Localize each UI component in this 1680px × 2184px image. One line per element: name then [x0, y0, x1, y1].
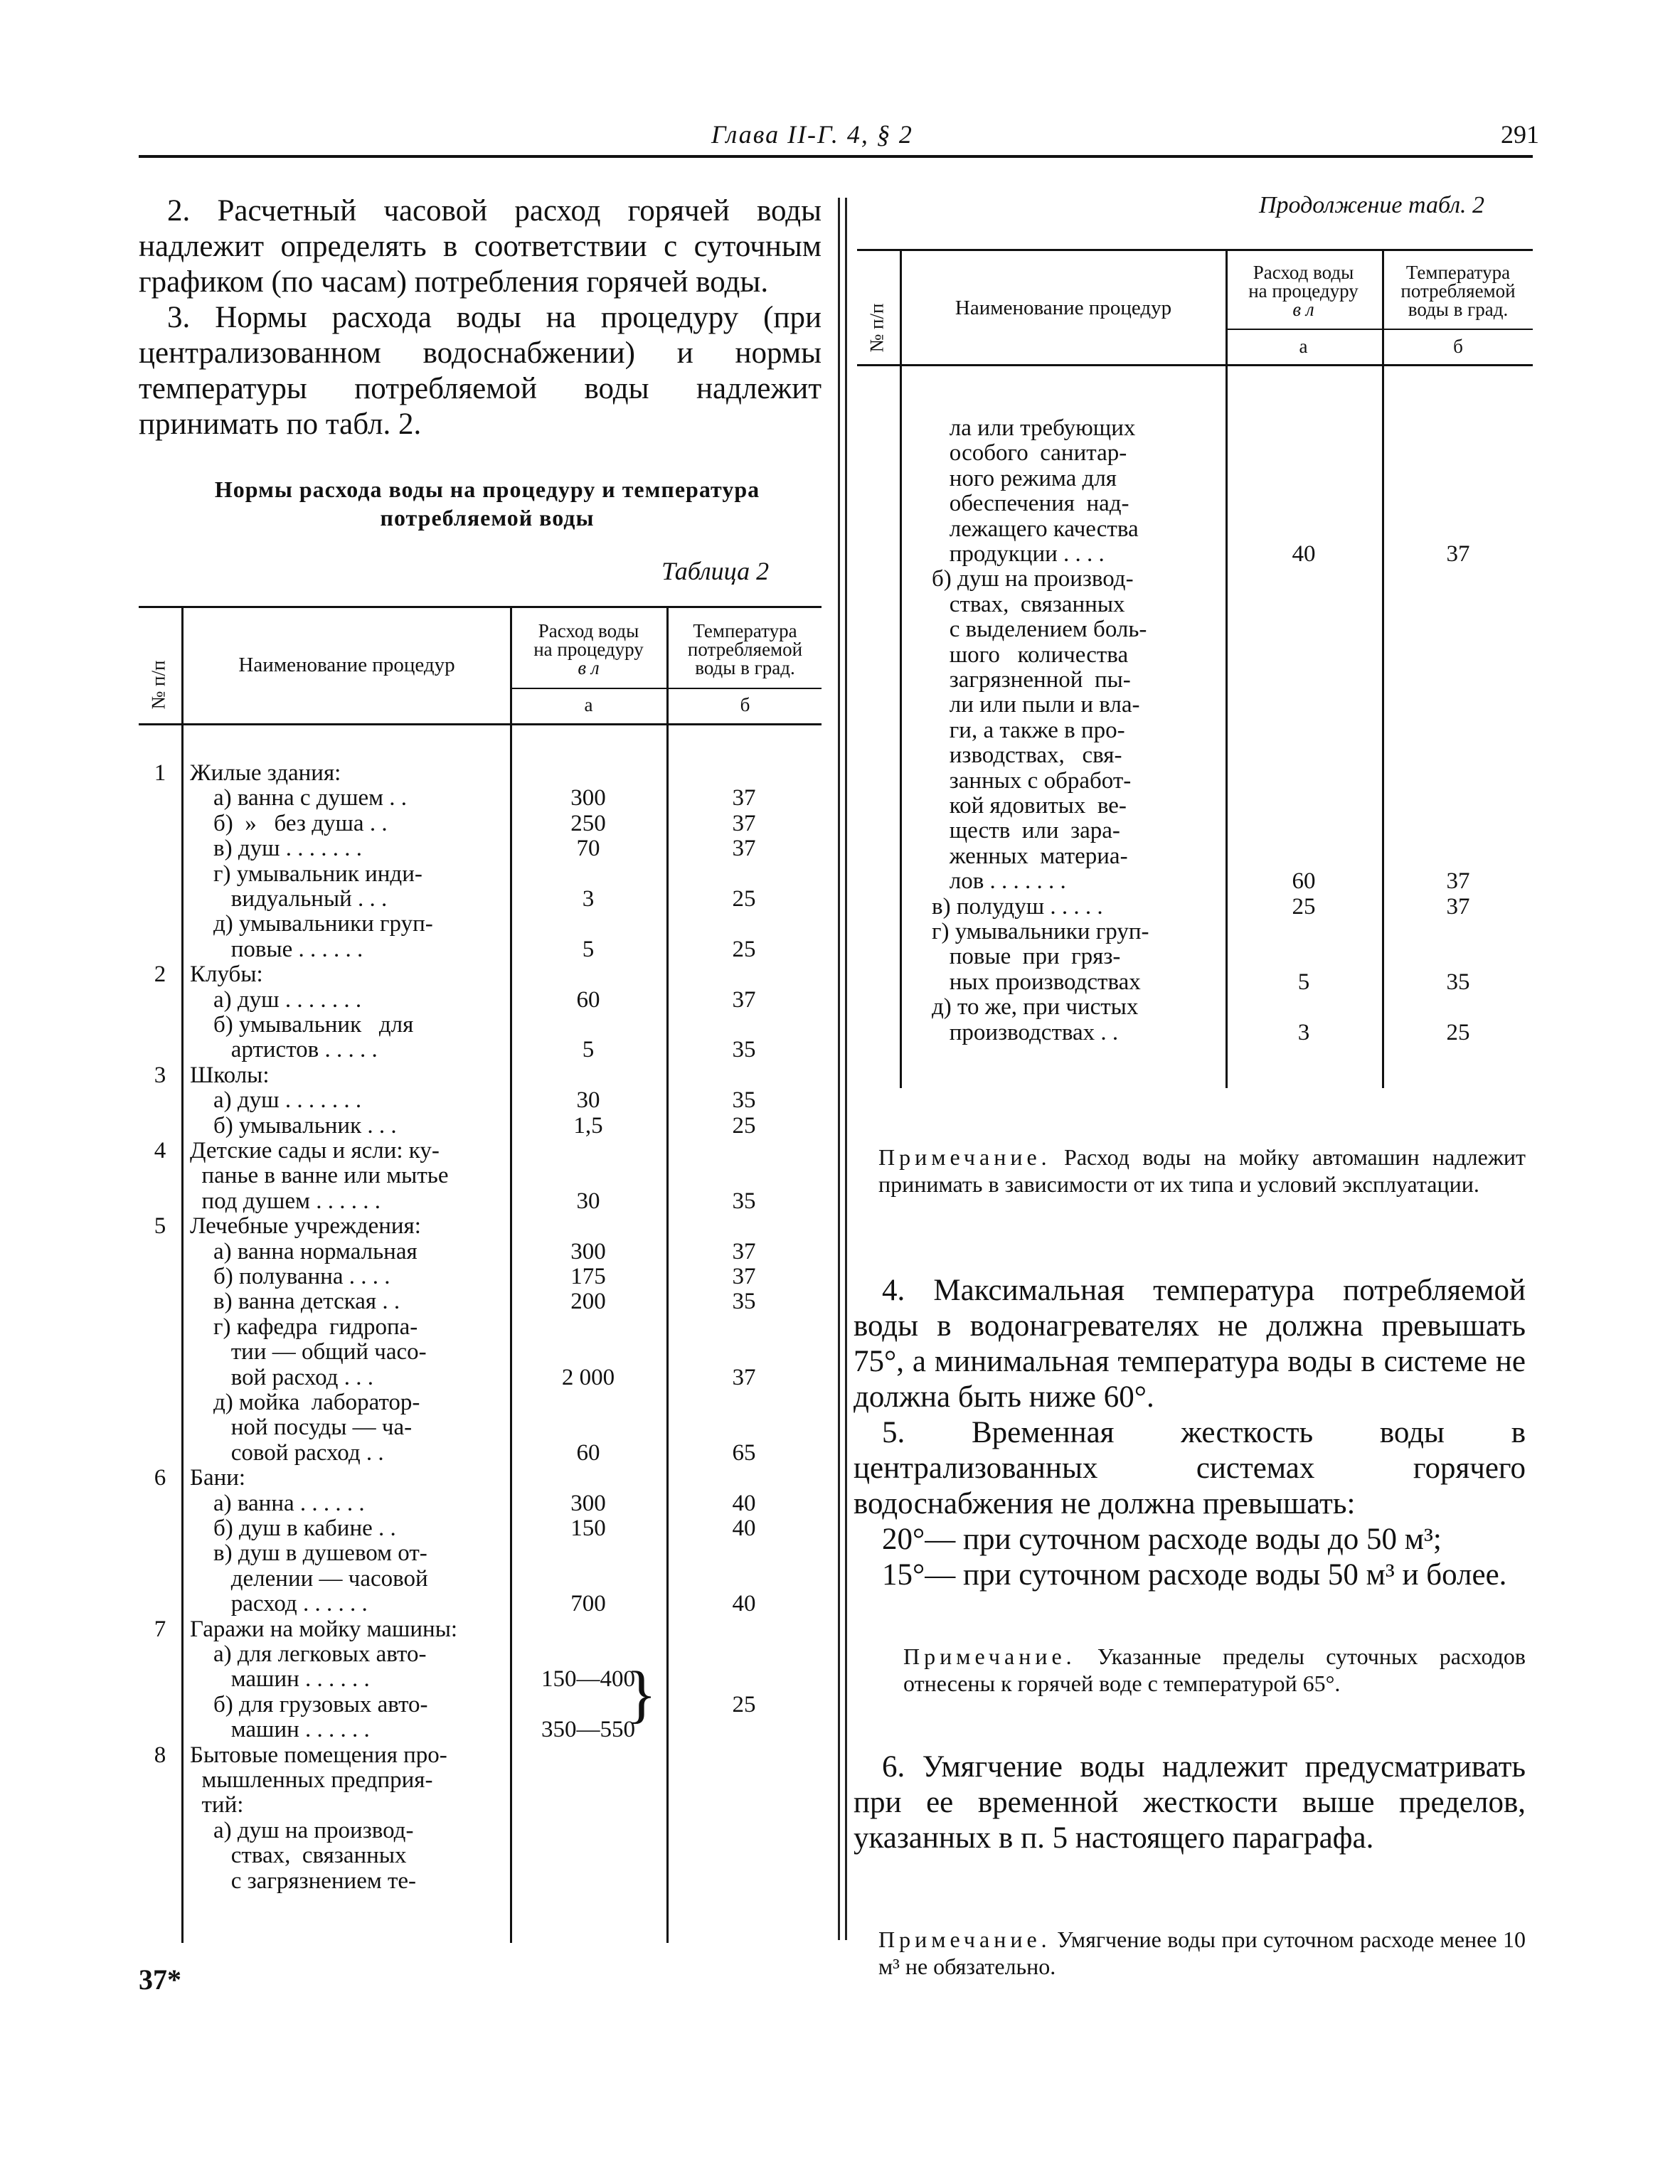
- table-row: [139, 1214, 822, 1239]
- table-row: [139, 1441, 822, 1466]
- table-row: [139, 1592, 822, 1616]
- header-bottom-rule: [139, 723, 822, 725]
- header-a-letter: а: [1299, 336, 1308, 357]
- header-b-line: потребляемой: [1400, 280, 1516, 302]
- header-num: № п/п: [147, 660, 169, 710]
- table-row: [139, 1063, 822, 1088]
- row-name: женных материа-: [908, 843, 1128, 869]
- row-number: 3: [154, 1062, 166, 1088]
- row-value-a: 200: [570, 1289, 606, 1315]
- row-name: лов . . . . . . .: [908, 868, 1066, 895]
- paragraph-5a: 20°— при суточном расходе воды до 50 м³;: [882, 1523, 1442, 1556]
- table-row: [857, 617, 1533, 642]
- row-number: 4: [154, 1138, 166, 1163]
- table-row: [139, 1491, 822, 1516]
- row-value-b: 37: [1446, 541, 1470, 567]
- table-row: [139, 1365, 822, 1390]
- table-row: [139, 1415, 822, 1440]
- header-b-line: воды в град.: [695, 657, 795, 678]
- row-name: тии — общий часо-: [190, 1339, 427, 1365]
- table-row: [139, 988, 822, 1013]
- row-value-a: 3: [1297, 1019, 1310, 1045]
- row-name: ной посуды — ча-: [190, 1415, 413, 1441]
- table-label: Таблица 2: [661, 557, 770, 585]
- row-name: д) то же, при чистых: [908, 994, 1139, 1021]
- header-bottom-rule: [857, 364, 1533, 366]
- table-caption-line: потребляемой воды: [380, 505, 595, 531]
- table-top-rule: [139, 606, 822, 608]
- row-name: вой расход . . .: [190, 1364, 373, 1390]
- header-num: № п/п: [866, 303, 888, 353]
- table-row: [139, 1717, 822, 1742]
- table-row: [857, 491, 1533, 516]
- row-value-a: 5: [1297, 969, 1310, 995]
- row-name: под душем . . . . . .: [190, 1188, 381, 1214]
- table-row: [857, 1021, 1533, 1045]
- table-row: [139, 1315, 822, 1340]
- header-rule: [139, 155, 1533, 158]
- row-name: г) умывальник инди-: [190, 861, 422, 887]
- row-value-a: 25: [1292, 893, 1316, 920]
- table-row: [139, 1139, 822, 1163]
- table-row: [857, 441, 1533, 466]
- row-value-a: 60: [1292, 868, 1316, 895]
- paragraph-5b: 15°— при суточном расходе воды 50 м³ и более.: [882, 1558, 1507, 1592]
- row-name: Бытовые помещения про-: [190, 1742, 447, 1768]
- row-number: 5: [154, 1213, 166, 1240]
- row-value-b: 40: [732, 1490, 756, 1516]
- table-row: [139, 1189, 822, 1214]
- row-value-a: 700: [570, 1591, 606, 1617]
- column-divider: [845, 198, 847, 1940]
- note-text: Расход воды на мойку автомашин надлежит принимать в зависимости от их типа и условий эксплуатации.: [878, 1144, 1526, 1197]
- table-row: [857, 794, 1533, 819]
- row-name: продукции . . . .: [908, 541, 1105, 567]
- row-name: с выделением боль-: [908, 617, 1147, 643]
- row-name: ствах, связанных: [190, 1843, 407, 1869]
- row-value-a: 70: [576, 836, 600, 862]
- row-number: 1: [154, 760, 166, 786]
- header-b-letter: б: [740, 694, 750, 715]
- note-label: Примечание.: [903, 1644, 1076, 1669]
- row-name: ли или пыли и вла-: [908, 692, 1140, 718]
- row-value-b: 37: [1446, 893, 1470, 920]
- row-value-a: 40: [1292, 541, 1316, 567]
- table-row: [857, 944, 1533, 969]
- table-continuation-label: Продолжение табл. 2: [1259, 192, 1485, 218]
- header-a-letter: а: [584, 694, 593, 715]
- column-divider: [838, 198, 840, 1940]
- row-value-b: 37: [1446, 868, 1470, 895]
- row-number: 2: [154, 962, 166, 988]
- row-name: ги, а также в про-: [908, 717, 1125, 743]
- row-value-a: 1,5: [573, 1112, 603, 1139]
- row-name: а) душ на производ-: [190, 1817, 414, 1843]
- paragraph-6: 6. Умягчение воды надлежит предусматривать при ее временной жесткости выше пределов, указанных в п. 5 настоящего параграфа.: [854, 1750, 1526, 1855]
- row-value-a: 2 000: [561, 1364, 615, 1390]
- table-row: [139, 887, 822, 912]
- row-value-b: 40: [732, 1516, 756, 1541]
- table-row: [857, 592, 1533, 617]
- row-name: изводствах, свя-: [908, 742, 1122, 769]
- row-name: машин . . . . . .: [190, 1717, 370, 1743]
- header-b: [669, 622, 822, 677]
- table-top-rule: [857, 249, 1533, 251]
- row-name: а) ванна . . . . . .: [190, 1490, 365, 1516]
- row-value-a: 350—550: [541, 1717, 635, 1743]
- table-row: [857, 467, 1533, 491]
- table-row: [139, 1390, 822, 1415]
- table-row: [139, 1818, 822, 1843]
- table-row: [139, 1541, 822, 1566]
- row-name: Клубы:: [190, 962, 263, 988]
- row-name: ного режима для: [908, 465, 1117, 491]
- header-b-letter: б: [1453, 336, 1463, 357]
- table-row: [139, 1240, 822, 1264]
- row-value-b: 40: [732, 1591, 756, 1617]
- table-row: [139, 1667, 822, 1692]
- row-value-b: 37: [732, 810, 756, 836]
- table-row: [139, 1642, 822, 1667]
- row-name: с загрязнением те-: [190, 1868, 417, 1894]
- row-name: в) душ в душевом от-: [190, 1540, 427, 1567]
- row-value-a: 60: [576, 1439, 600, 1466]
- table-row: [139, 1289, 822, 1314]
- row-name: Школы:: [190, 1062, 270, 1088]
- row-name: д) умывальники груп-: [190, 911, 433, 937]
- table-row: [139, 1013, 822, 1038]
- header-a-line: на процедуру: [1248, 280, 1359, 302]
- right-prose: [854, 1273, 1526, 1593]
- row-value-b: 25: [732, 1112, 756, 1139]
- running-header: Глава II-Г. 4, § 2: [711, 120, 913, 149]
- note-b: [903, 1643, 1526, 1697]
- header-a-line: на процедуру: [533, 639, 644, 660]
- table-row: [139, 912, 822, 937]
- table-row: [857, 542, 1533, 567]
- row-name: занных с обработ-: [908, 767, 1132, 794]
- table-row: [139, 1340, 822, 1365]
- row-name: повые . . . . . .: [190, 936, 363, 962]
- table-row: [857, 970, 1533, 995]
- table-row: [139, 862, 822, 887]
- header-b-line: Температура: [1405, 262, 1511, 283]
- header-a: [1227, 263, 1380, 319]
- header-a-line: Расход воды: [1253, 262, 1354, 283]
- table-row: [139, 1793, 822, 1818]
- row-name: кой ядовитых ве-: [908, 793, 1127, 819]
- table-row: [139, 1693, 822, 1717]
- row-name: совой расход . .: [190, 1439, 384, 1466]
- row-value-b: 37: [732, 1364, 756, 1390]
- table-row: [857, 844, 1533, 869]
- table-row: [857, 517, 1533, 542]
- row-number: 6: [154, 1465, 166, 1491]
- row-name: загрязненной пы-: [908, 667, 1131, 693]
- row-value-a: 30: [576, 1188, 600, 1214]
- note-label: Примечание.: [878, 1144, 1051, 1170]
- row-value-b: 35: [1446, 969, 1470, 995]
- row-name: видуальный . . .: [190, 886, 388, 912]
- row-value-b: 65: [732, 1439, 756, 1466]
- row-value-b: 35: [732, 1037, 756, 1063]
- row-name: машин . . . . . .: [190, 1666, 370, 1693]
- table-row: [857, 995, 1533, 1020]
- table-row: [857, 819, 1533, 843]
- row-name: расход . . . . . .: [190, 1591, 368, 1617]
- row-value-b: 37: [732, 785, 756, 811]
- row-name: производствах . .: [908, 1019, 1119, 1045]
- row-value-b: 25: [732, 1691, 756, 1717]
- row-number: 7: [154, 1616, 166, 1642]
- table-row: [857, 643, 1533, 668]
- table-row: [857, 769, 1533, 794]
- table-left-part: [139, 606, 822, 1943]
- row-name: ных производствах: [908, 969, 1141, 995]
- row-name: панье в ванне или мытье: [190, 1163, 449, 1189]
- row-name: повые при гряз-: [908, 944, 1121, 970]
- row-value-a: 175: [570, 1264, 606, 1289]
- row-value-b: 37: [732, 836, 756, 862]
- row-name: шого количества: [908, 641, 1129, 668]
- row-value-a: 3: [582, 886, 595, 912]
- row-name: б) душ в кабине . .: [190, 1516, 396, 1541]
- row-name: в) душ . . . . . . .: [190, 836, 363, 862]
- table-row: [857, 567, 1533, 592]
- table-row: [857, 693, 1533, 718]
- row-name: артистов . . . . .: [190, 1037, 378, 1063]
- table-row: [139, 1843, 822, 1868]
- table-row: [139, 962, 822, 987]
- table-row: [139, 811, 822, 836]
- table-caption: [153, 475, 822, 532]
- table-row: [139, 761, 822, 786]
- table-row: [139, 1617, 822, 1642]
- signature-mark: 37*: [139, 1964, 181, 1996]
- row-name: г) кафедра гидропа-: [190, 1314, 418, 1340]
- note-c: [878, 1926, 1526, 1980]
- row-name: Бани:: [190, 1465, 246, 1491]
- paragraph-6-block: [854, 1749, 1526, 1856]
- row-name: а) ванна нормальная: [190, 1238, 418, 1264]
- table-row: [139, 1264, 822, 1289]
- note-label: Примечание.: [878, 1927, 1051, 1952]
- row-name: ла или требующих: [908, 415, 1136, 441]
- note-text: Умягчение воды при суточном расходе менее 10 м³ не обязательно.: [878, 1927, 1526, 1979]
- paragraph-3: 3. Нормы расхода воды на процедуру (при централизованном водоснабжении) и нормы температуры потребляемой воды надлежит принимать по табл. 2.: [139, 301, 822, 441]
- row-name: а) ванна с душем . .: [190, 785, 408, 811]
- row-value-a: 60: [576, 986, 600, 1013]
- row-name: ствах, связанных: [908, 591, 1125, 617]
- row-name: б) » без душа . .: [190, 810, 388, 836]
- row-name: лежащего качества: [908, 516, 1139, 542]
- row-value-a: 150: [570, 1516, 606, 1541]
- brace: }: [626, 1659, 657, 1730]
- row-name: а) для легковых авто-: [190, 1641, 427, 1667]
- row-value-b: 37: [732, 1264, 756, 1289]
- table-row: [139, 937, 822, 962]
- table-row: [139, 1038, 822, 1062]
- row-value-b: 37: [732, 1238, 756, 1264]
- row-value-a: 300: [570, 1490, 606, 1516]
- row-name: б) умывальник . . .: [190, 1112, 397, 1139]
- row-name: особого санитар-: [908, 440, 1127, 467]
- table-row: [139, 1516, 822, 1541]
- row-value-a: 300: [570, 1238, 606, 1264]
- table-right-part: [857, 249, 1533, 1102]
- row-name: Жилые здания:: [190, 760, 341, 786]
- table-row: [857, 869, 1533, 894]
- header-name: Наименование процедур: [955, 297, 1172, 319]
- row-name: а) душ . . . . . . .: [190, 1087, 362, 1114]
- table-row: [857, 895, 1533, 920]
- row-number: 8: [154, 1742, 166, 1768]
- row-name: делении — часовой: [190, 1565, 428, 1592]
- row-name: мышленных предприя-: [190, 1767, 433, 1793]
- header-b-line: потребляемой: [687, 639, 803, 660]
- row-name: Детские сады и ясли: ку-: [190, 1138, 440, 1163]
- table-row: [857, 718, 1533, 743]
- row-name: д) мойка лаборатор-: [190, 1390, 420, 1415]
- paragraph-4: 4. Максимальная температура потребляемой воды в водонагревателях не должна превышать 75°, а минимальная температура воды в системе не должна быть ниже 60°.: [854, 1274, 1526, 1414]
- row-name: ществ или зара-: [908, 818, 1120, 844]
- table-caption-line: Нормы расхода воды на процедуру и температура: [214, 476, 760, 502]
- left-prose: [139, 193, 822, 442]
- header-a-line: в л: [1292, 299, 1314, 320]
- table-row: [139, 1743, 822, 1768]
- row-value-b: 37: [732, 986, 756, 1013]
- table-row: [139, 836, 822, 861]
- row-name: б) полуванна . . . .: [190, 1264, 390, 1289]
- row-value-a: 150—400: [541, 1666, 635, 1693]
- page-number: 291: [1501, 120, 1539, 149]
- row-name: а) душ . . . . . . .: [190, 986, 362, 1013]
- row-name: в) полудуш . . . . .: [908, 893, 1103, 920]
- table-row: [139, 1163, 822, 1188]
- row-value-a: 300: [570, 785, 606, 811]
- row-value-b: 25: [732, 936, 756, 962]
- row-name: б) для грузовых авто-: [190, 1691, 428, 1717]
- header-a-line: в л: [578, 657, 600, 678]
- header-b-line: воды в град.: [1408, 299, 1509, 320]
- table-row: [139, 1466, 822, 1491]
- table-row: [857, 416, 1533, 441]
- row-value-a: 250: [570, 810, 606, 836]
- row-value-b: 25: [732, 886, 756, 912]
- table-row: [139, 786, 822, 811]
- table-row: [139, 1768, 822, 1793]
- header-a-line: Расход воды: [538, 620, 639, 641]
- table-row: [857, 743, 1533, 768]
- row-name: обеспечения над-: [908, 491, 1129, 517]
- row-value-b: 35: [732, 1087, 756, 1114]
- table-row: [139, 1088, 822, 1113]
- row-name: тий:: [190, 1792, 244, 1818]
- row-value-b: 35: [732, 1188, 756, 1214]
- table-row: [139, 1869, 822, 1894]
- row-value-a: 30: [576, 1087, 600, 1114]
- header-name: Наименование процедур: [238, 654, 455, 676]
- row-name: г) умывальники груп-: [908, 919, 1149, 944]
- table-row: [139, 1567, 822, 1592]
- row-value-a: 5: [582, 936, 595, 962]
- row-name: б) душ на производ-: [908, 566, 1134, 592]
- header-b: [1383, 263, 1533, 319]
- row-name: в) ванна детская . .: [190, 1289, 400, 1315]
- header-b-line: Температура: [693, 620, 797, 641]
- table-row: [139, 1114, 822, 1139]
- table-row: [857, 920, 1533, 944]
- table-row: [857, 668, 1533, 693]
- row-name: Гаражи на мойку машины:: [190, 1616, 458, 1642]
- paragraph-2: 2. Расчетный часовой расход горячей воды надлежит определять в соответствии с суточным графиком (по часам) потребления горячей воды.: [139, 194, 822, 299]
- note-text: Указанные пределы суточных расходов отнесены к горячей воде с температурой 65°.: [903, 1644, 1526, 1696]
- paragraph-5: 5. Временная жесткость воды в централизованных системах горячего водоснабжения не должна превышать:: [854, 1416, 1526, 1520]
- note-a: [878, 1144, 1526, 1198]
- row-value-a: 5: [582, 1037, 595, 1063]
- header-a: [512, 622, 665, 677]
- row-value-b: 35: [732, 1289, 756, 1315]
- row-value-b: 25: [1446, 1019, 1470, 1045]
- row-name: б) умывальник для: [190, 1012, 414, 1038]
- row-name: Лечебные учреждения:: [190, 1213, 421, 1240]
- header-sub-rule: [1227, 329, 1533, 330]
